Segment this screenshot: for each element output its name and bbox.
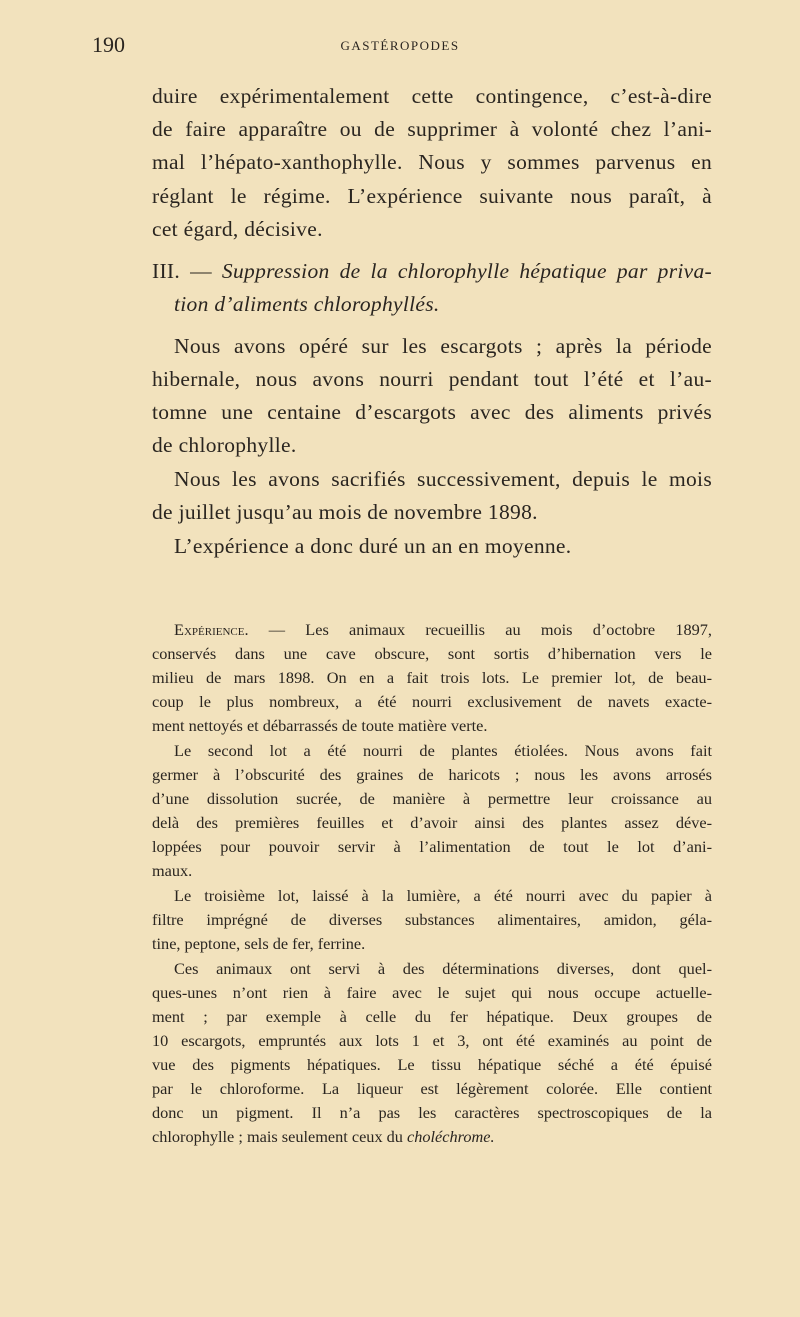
text-line — [152, 765, 712, 785]
line-text: mal l’hépato-xanthophylle. Nous y sommes parvenus en — [152, 150, 712, 174]
line-text: par le chloroforme. La liqueur est légèrement colorée. Elle contient — [152, 1079, 712, 1098]
line-text: conservés dans une cave obscure, sont sortis d’hibernation vers le — [152, 644, 712, 663]
text-line — [152, 1007, 712, 1027]
line-text: de faire apparaître ou de supprimer à volonté chez l’ani- — [152, 117, 712, 141]
line-text: réglant le régime. L’expérience suivante nous paraît, à — [152, 184, 712, 208]
text-line — [152, 692, 712, 712]
text-line — [152, 789, 712, 809]
text-line — [174, 620, 712, 640]
italic-text: choléchrome. — [407, 1127, 495, 1146]
small-caps-heading: Expérience. — [174, 620, 249, 639]
line-text: Nous avons opéré sur les escargots ; après la période — [174, 334, 712, 358]
line-text: d’une dissolution sucrée, de manière à permettre leur croissance au — [152, 789, 712, 808]
line-text: Le troisième lot, laissé à la lumière, a été nourri avec du papier à — [174, 886, 712, 905]
line-text: ques-unes n’ont rien à faire avec le sujet qui nous occupe actuelle- — [152, 983, 712, 1002]
text-line — [152, 150, 712, 175]
line-text: de chlorophylle. — [152, 433, 297, 457]
text-line — [152, 217, 712, 242]
text-line — [152, 934, 712, 954]
text-line — [174, 959, 712, 979]
line-text: germer à l’obscurité des graines de haricots ; nous les avons arrosés — [152, 765, 712, 784]
text-line — [152, 184, 712, 209]
line-text: coup le plus nombreux, a été nourri exclusivement de navets exacte- — [152, 692, 712, 711]
text-line — [152, 837, 712, 857]
line-text: Ces animaux ont servi à des déterminations diverses, dont quel- — [174, 959, 712, 978]
text-line — [152, 983, 712, 1003]
text-line — [174, 467, 712, 492]
text-line — [152, 433, 712, 458]
line-text: tine, peptone, sels de fer, ferrine. — [152, 934, 366, 953]
line-text: maux. — [152, 861, 193, 880]
line-text: vue des pigments hépatiques. Le tissu hépatique séché a été épuisé — [152, 1055, 712, 1074]
text-line — [152, 1055, 712, 1075]
section-number: III. — — [152, 259, 222, 283]
line-text: Le second lot a été nourri de plantes étiolées. Nous avons fait — [174, 741, 712, 760]
text-line — [152, 1031, 712, 1051]
text-line — [152, 910, 712, 930]
page-number: 190 — [92, 32, 125, 57]
line-text: duire expérimentalement cette contingence, c’est-à-dire — [152, 84, 712, 108]
line-text: ment ; par exemple à celle du fer hépatique. Deux groupes de — [152, 1007, 712, 1026]
text-line — [152, 117, 712, 142]
text-line — [174, 741, 712, 761]
italic-text: Suppression de la chlorophylle hépatique par priva- — [221, 259, 712, 283]
running-title: GASTÉROPODES — [340, 38, 460, 53]
text-line — [174, 534, 712, 559]
line-text: chlorophylle ; mais seulement ceux du — [152, 1127, 408, 1146]
line-text: milieu de mars 1898. On en a fait trois lots. Le premier lot, de beau- — [152, 668, 712, 687]
line-text: de juillet jusqu’au mois de novembre 1898. — [152, 500, 538, 524]
text-line — [152, 716, 712, 736]
text-line — [152, 1127, 712, 1147]
text-line — [152, 861, 712, 881]
line-text: donc un pigment. Il n’a pas les caractères spectroscopiques de la — [152, 1103, 712, 1122]
line-text: filtre imprégné de diverses substances alimentaires, amidon, géla- — [152, 910, 712, 929]
line-text: ment nettoyés et débarrassés de toute matière verte. — [152, 716, 488, 735]
line-text: Nous les avons sacrifiés successivement, depuis le mois — [174, 467, 712, 491]
italic-text: tion d’aliments chlorophyllés. — [174, 292, 440, 316]
text-line — [152, 813, 712, 833]
text-line — [152, 644, 712, 664]
text-line — [152, 259, 712, 284]
line-text: hibernale, nous avons nourri pendant tout l’été et l’au- — [152, 367, 712, 391]
line-text: loppées pour pouvoir servir à l’alimentation de tout le lot d’ani- — [152, 837, 712, 856]
line-text: L’expérience a donc duré un an en moyenne. — [174, 534, 572, 558]
text-line — [152, 1103, 712, 1123]
line-text: 10 escargots, empruntés aux lots 1 et 3, ont été examinés au point de — [152, 1031, 712, 1050]
text-line — [152, 668, 712, 688]
text-line — [152, 400, 712, 425]
text-line — [174, 886, 712, 906]
line-text: cet égard, décisive. — [152, 217, 323, 241]
text-line — [152, 500, 712, 525]
line-text: delà des premières feuilles et d’avoir ainsi des plantes assez déve- — [152, 813, 712, 832]
line-text: — Les animaux recueillis au mois d’octobre 1897, — [248, 620, 712, 639]
text-line — [152, 1079, 712, 1099]
line-text: tomne une centaine d’escargots avec des aliments privés — [152, 400, 712, 424]
text-line — [174, 292, 712, 317]
text-line — [174, 334, 712, 359]
text-line — [152, 84, 712, 109]
text-line — [152, 367, 712, 392]
